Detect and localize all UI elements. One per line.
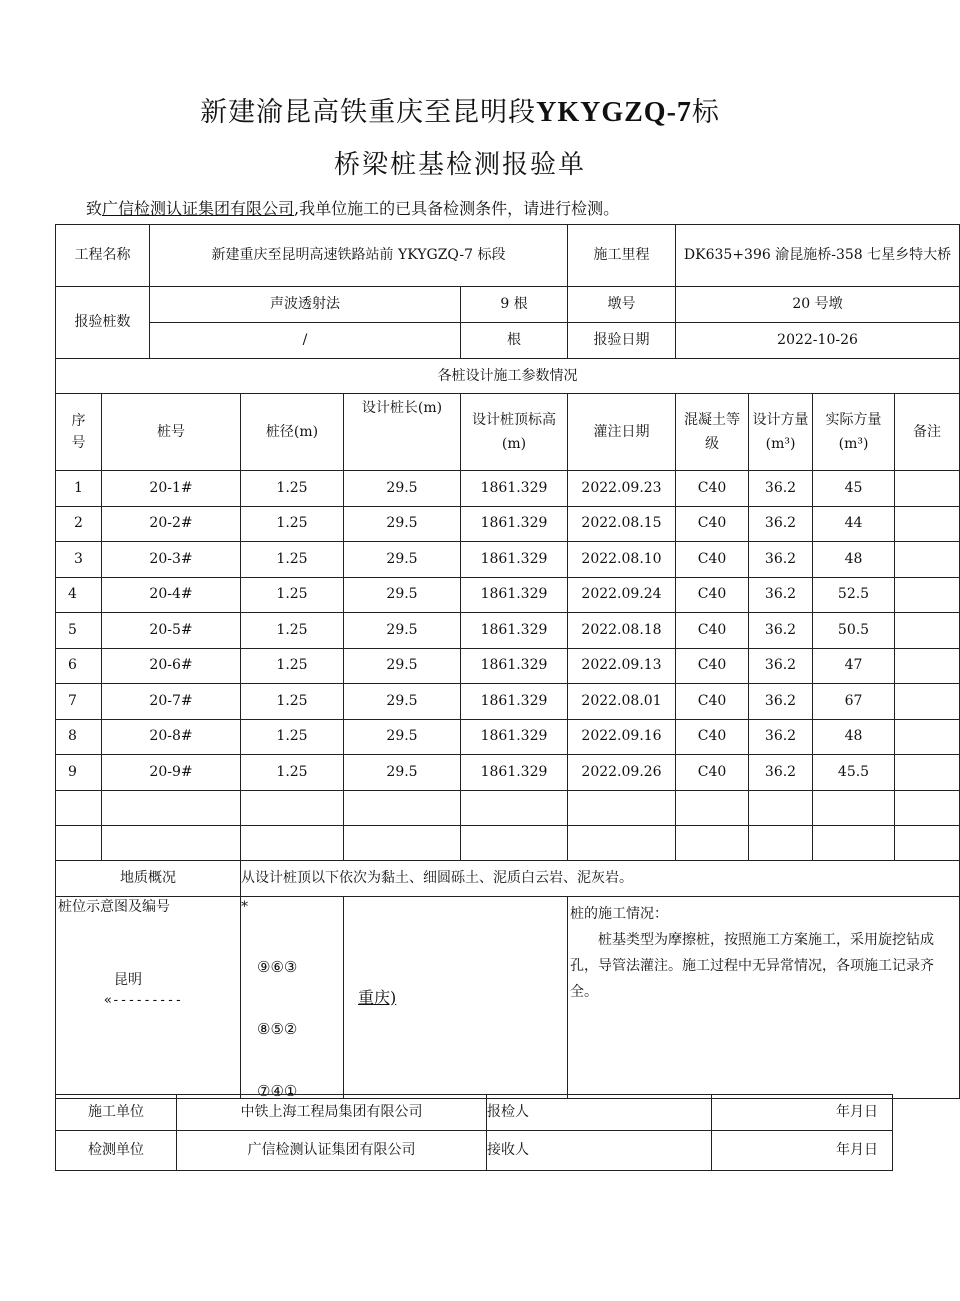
pile-remark	[895, 506, 960, 542]
pile-remark	[895, 684, 960, 720]
table-row	[56, 506, 960, 542]
intro-line	[86, 196, 619, 219]
empty-row	[56, 825, 960, 860]
pile-elevation: 1861.329	[461, 684, 568, 720]
actual-volume: 44	[813, 506, 895, 542]
pile-seq: 2	[56, 506, 102, 542]
design-volume: 36.2	[749, 542, 813, 578]
empty-row	[56, 790, 960, 825]
pour-date: 2022.09.13	[568, 648, 676, 684]
actual-volume: 45	[813, 471, 895, 507]
pile-remark	[895, 648, 960, 684]
table-row	[56, 648, 960, 684]
header-seq: 序号	[56, 394, 102, 471]
report-date-value: 2022-10-26	[676, 323, 960, 359]
pier-value: 20 号墩	[676, 287, 960, 323]
pile-diameter: 1.25	[241, 471, 344, 507]
pile-diameter: 1.25	[241, 648, 344, 684]
pile-diameter: 1.25	[241, 542, 344, 578]
sketch-right-city: 重庆)	[358, 987, 397, 1007]
pile-remark	[895, 719, 960, 755]
pile-length: 29.5	[344, 613, 461, 649]
concrete-grade: C40	[676, 755, 749, 791]
pile-no: 20-9#	[102, 755, 241, 791]
pile-no: 20-2#	[102, 506, 241, 542]
pile-length: 29.5	[344, 506, 461, 542]
concrete-grade: C40	[676, 648, 749, 684]
receiver-date: 年月日	[712, 1131, 893, 1171]
method-1: 声波透射法	[150, 287, 461, 323]
design-volume: 36.2	[749, 577, 813, 613]
header-length: 设计桩长(m)	[344, 394, 461, 471]
pile-length: 29.5	[344, 577, 461, 613]
pile-length: 29.5	[344, 542, 461, 578]
pile-seq: 7	[56, 684, 102, 720]
pile-diameter: 1.25	[241, 684, 344, 720]
pier-label: 墩号	[568, 287, 676, 323]
concrete-grade: C40	[676, 506, 749, 542]
sketch-pile-layout	[241, 896, 344, 1098]
header-pile-no: 桩号	[102, 394, 241, 471]
tester-row	[56, 1131, 893, 1171]
pour-date: 2022.09.16	[568, 719, 676, 755]
inspection-table	[55, 224, 960, 1099]
builder-value: 中铁上海工程局集团有限公司	[177, 1095, 487, 1131]
design-volume: 36.2	[749, 755, 813, 791]
header-actual-volume: 实际方量(m³)	[813, 394, 895, 471]
construction-notes	[568, 896, 960, 1098]
pour-date: 2022.08.18	[568, 613, 676, 649]
pile-count-label: 报验桩数	[56, 287, 150, 359]
pour-date: 2022.09.24	[568, 577, 676, 613]
tester-label: 检测单位	[56, 1131, 177, 1171]
pile-elevation: 1861.329	[461, 542, 568, 578]
header-design-volume: 设计方量(m³)	[749, 394, 813, 471]
pile-diameter: 1.25	[241, 577, 344, 613]
pile-elevation: 1861.329	[461, 471, 568, 507]
title-suffix: 标	[691, 97, 720, 128]
pile-no: 20-7#	[102, 684, 241, 720]
pile-no: 20-8#	[102, 719, 241, 755]
actual-volume: 52.5	[813, 577, 895, 613]
table-row	[56, 471, 960, 507]
pile-no: 20-5#	[102, 613, 241, 649]
concrete-grade: C40	[676, 542, 749, 578]
params-title-row	[56, 359, 960, 394]
pile-numbers-row-1: ⑨⑥③	[257, 957, 298, 976]
geology-value: 从设计桩顶以下依次为黏土、细圆砾土、泥质白云岩、泥灰岩。	[241, 860, 960, 896]
intro-prefix: 致	[86, 199, 103, 218]
actual-volume: 47	[813, 648, 895, 684]
reporter-label: 报检人	[487, 1095, 712, 1131]
pile-length: 29.5	[344, 684, 461, 720]
sketch-left-cell	[56, 896, 241, 1098]
pile-elevation: 1861.329	[461, 613, 568, 649]
pile-seq: 3	[56, 542, 102, 578]
title-prefix: 新建渝昆高铁重庆至昆明段	[200, 97, 537, 128]
header-diameter: 桩径(m)	[241, 394, 344, 471]
pour-date: 2022.08.01	[568, 684, 676, 720]
pile-diameter: 1.25	[241, 506, 344, 542]
mileage-value: DK635+396 渝昆施桥-358 七星乡特大桥	[676, 225, 960, 287]
pile-no: 20-4#	[102, 577, 241, 613]
left-arrow: «---------	[104, 992, 183, 1008]
pile-remark	[895, 577, 960, 613]
pile-rows	[56, 471, 960, 791]
actual-volume: 50.5	[813, 613, 895, 649]
project-name-value: 新建重庆至昆明高速铁路站前 YKYGZQ-7 标段	[150, 225, 568, 287]
design-volume: 36.2	[749, 648, 813, 684]
header-grade: 混凝土等级	[676, 394, 749, 471]
project-row	[56, 225, 960, 287]
pile-elevation: 1861.329	[461, 577, 568, 613]
table-row	[56, 719, 960, 755]
pile-no: 20-3#	[102, 542, 241, 578]
pile-remark	[895, 471, 960, 507]
actual-volume: 45.5	[813, 755, 895, 791]
geology-row	[56, 860, 960, 896]
design-volume: 36.2	[749, 506, 813, 542]
params-title: 各桩设计施工参数情况	[56, 359, 960, 394]
pile-seq: 9	[56, 755, 102, 791]
pile-remark	[895, 542, 960, 578]
signature-table	[55, 1094, 893, 1171]
notes-body: 桩基类型为摩擦桩，按照施工方案施工，采用旋挖钻成孔，导管法灌注。施工过程中无异常情况，各项施工记录齐全。	[570, 931, 935, 1000]
report-date-label: 报验日期	[568, 323, 676, 359]
pile-diameter: 1.25	[241, 613, 344, 649]
table-row	[56, 684, 960, 720]
pile-elevation: 1861.329	[461, 719, 568, 755]
header-pour-date: 灌注日期	[568, 394, 676, 471]
design-volume: 36.2	[749, 613, 813, 649]
concrete-grade: C40	[676, 613, 749, 649]
pour-date: 2022.08.10	[568, 542, 676, 578]
pile-length: 29.5	[344, 471, 461, 507]
actual-volume: 48	[813, 542, 895, 578]
pile-seq: 1	[56, 471, 102, 507]
method-2: /	[150, 323, 461, 359]
sketch-left-city: 昆明	[114, 971, 142, 988]
pile-numbers-row-2: ⑧⑤②	[257, 1019, 298, 1038]
design-volume: 36.2	[749, 684, 813, 720]
inspection-row-2	[56, 323, 960, 359]
pile-length: 29.5	[344, 755, 461, 791]
table-row	[56, 613, 960, 649]
header-elevation: 设计桩顶标高(m)	[461, 394, 568, 471]
count-2: 根	[461, 323, 568, 359]
sketch-star: *	[241, 898, 248, 915]
pile-seq: 8	[56, 719, 102, 755]
table-row	[56, 542, 960, 578]
pile-length: 29.5	[344, 648, 461, 684]
sketch-label: 桩位示意图及编号	[58, 898, 170, 915]
intro-suffix: ,我单位施工的已具备检测条件，请进行检测。	[294, 199, 620, 218]
pile-diameter: 1.25	[241, 719, 344, 755]
mileage-label: 施工里程	[568, 225, 676, 287]
pile-elevation: 1861.329	[461, 755, 568, 791]
tester-value: 广信检测认证集团有限公司	[177, 1131, 487, 1171]
pile-remark	[895, 613, 960, 649]
pile-elevation: 1861.329	[461, 506, 568, 542]
header-remark: 备注	[895, 394, 960, 471]
actual-volume: 48	[813, 719, 895, 755]
intro-recipient: 广信检测认证集团有限公司	[102, 199, 295, 218]
concrete-grade: C40	[676, 684, 749, 720]
receiver-label: 接收人	[487, 1131, 712, 1171]
pour-date: 2022.09.26	[568, 755, 676, 791]
builder-row	[56, 1095, 893, 1131]
project-name-label: 工程名称	[56, 225, 150, 287]
pile-seq: 6	[56, 648, 102, 684]
actual-volume: 67	[813, 684, 895, 720]
pile-length: 29.5	[344, 719, 461, 755]
title-code: YKYGZQ-7	[536, 97, 692, 128]
concrete-grade: C40	[676, 577, 749, 613]
pile-no: 20-6#	[102, 648, 241, 684]
concrete-grade: C40	[676, 471, 749, 507]
sketch-row	[56, 896, 960, 1098]
document-subtitle: 桥梁桩基检测报验单	[333, 150, 586, 180]
builder-label: 施工单位	[56, 1095, 177, 1131]
pile-header-row	[56, 394, 960, 471]
pile-numbers-row-3: ⑦④①	[257, 1081, 298, 1100]
pile-seq: 4	[56, 577, 102, 613]
sketch-right-cell	[344, 896, 568, 1098]
geology-label: 地质概况	[56, 860, 241, 896]
pile-elevation: 1861.329	[461, 648, 568, 684]
count-1: 9 根	[461, 287, 568, 323]
inspection-row-1	[56, 287, 960, 323]
design-volume: 36.2	[749, 719, 813, 755]
pile-no: 20-1#	[102, 471, 241, 507]
pile-remark	[895, 755, 960, 791]
pile-seq: 5	[56, 613, 102, 649]
pour-date: 2022.08.15	[568, 506, 676, 542]
pile-diameter: 1.25	[241, 755, 344, 791]
table-row	[56, 755, 960, 791]
pour-date: 2022.09.23	[568, 471, 676, 507]
table-row	[56, 577, 960, 613]
document-title	[0, 90, 920, 129]
concrete-grade: C40	[676, 719, 749, 755]
reporter-date: 年月日	[712, 1095, 893, 1131]
design-volume: 36.2	[749, 471, 813, 507]
notes-heading: 桩的施工情况：	[570, 905, 669, 922]
